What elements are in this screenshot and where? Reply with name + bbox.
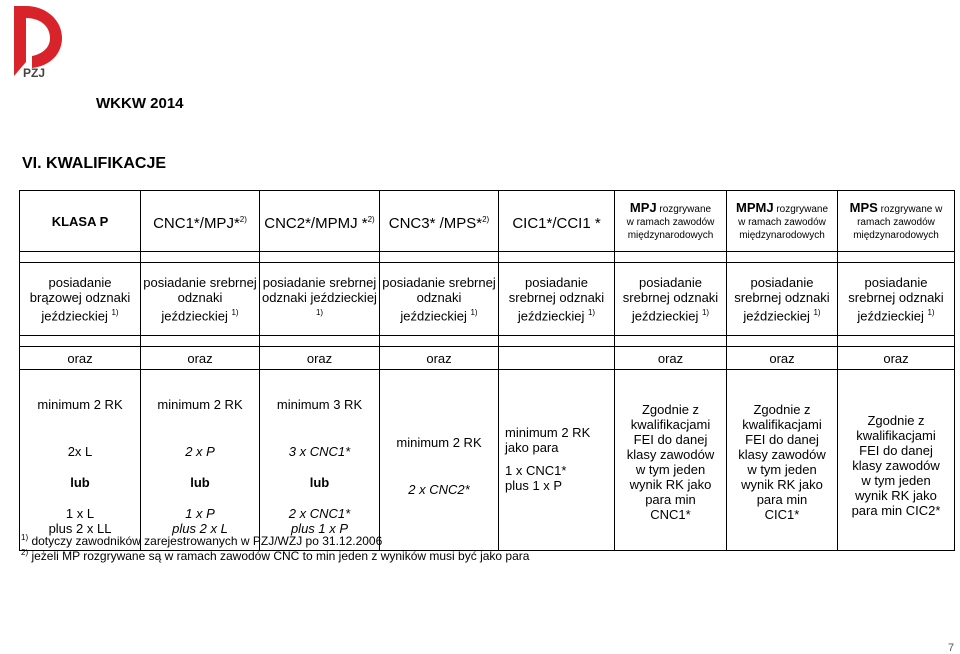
req-klasa: minimum 2 RK 2x L lub 1 x L plus 2 x LL — [20, 370, 141, 551]
badge-klasa: posiadanie brązowej odznaki jeździeckiej $^{1)}$ — [20, 263, 141, 336]
header-cnc3: CNC3* /MPS*$^{2)}$ — [380, 191, 499, 252]
badge-mpmj: posiadanie srebrnej odznaki jeździeckiej $^{1)}$ — [727, 263, 838, 336]
spacer-row — [20, 336, 955, 347]
badge-cnc1: posiadanie srebrnej odznaki jeździeckiej $^{1)}$ — [141, 263, 260, 336]
header-mps: MPS rozgrywane w ramach zawodów międzynarodowych — [838, 191, 955, 252]
req-cnc3: minimum 2 RK 2 x CNC2* — [380, 370, 499, 551]
oraz-cell: oraz — [380, 347, 499, 370]
req-cnc1: minimum 2 RK 2 x P lub 1 x P plus 2 x L — [141, 370, 260, 551]
oraz-cell: oraz — [838, 347, 955, 370]
oraz-cell: oraz — [615, 347, 727, 370]
document-title: WKKW 2014 — [96, 95, 184, 112]
oraz-cell: oraz — [141, 347, 260, 370]
oraz-cell: oraz — [20, 347, 141, 370]
header-mpmj: MPMJ rozgrywane w ramach zawodów międzynarodowych — [727, 191, 838, 252]
req-mpmj: Zgodnie z kwalifikacjami FEI do danej klasy zawodów w tym jeden wynik RK jako para min CIC1* — [727, 370, 838, 551]
header-klasa: KLASA P — [20, 191, 141, 252]
qualifications-table — [19, 190, 955, 551]
header-cnc2: CNC2*/MPMJ *$^{2)}$ — [260, 191, 380, 252]
spacer-row — [20, 252, 955, 263]
footnote-2: $^{2)}$ jeżeli MP rozgrywane są w ramach zawodów CNC to min jeden z wyników musi być jako para — [21, 548, 530, 563]
header-row — [20, 191, 955, 252]
badge-mps: posiadanie srebrnej odznaki jeździeckiej $^{1)}$ — [838, 263, 955, 336]
oraz-cell: oraz — [260, 347, 380, 370]
badge-row — [20, 263, 955, 336]
badge-cnc2: posiadanie srebrnej odznaki jeździeckiej $^{1)}$ — [260, 263, 380, 336]
oraz-cell: oraz — [727, 347, 838, 370]
header-cic1: CIC1*/CCI1 * — [499, 191, 615, 252]
header-mpj: MPJ rozgrywane w ramach zawodów międzynarodowych — [615, 191, 727, 252]
section-title: VI. KWALIFIKACJE — [22, 155, 167, 172]
req-cnc2: minimum 3 RK 3 x CNC1* lub 2 x CNC1* plus 1 x P — [260, 370, 380, 551]
footnote-1: $^{1)}$ dotyczy zawodników zarejestrowanych w PZJ/WZJ po 31.12.2006 — [21, 533, 383, 548]
req-mps: Zgodnie z kwalifikacjami FEI do danej klasy zawodów w tym jeden wynik RK jako para min CIC2* — [838, 370, 955, 551]
req-cic1: minimum 2 RK jako para 1 x CNC1* plus 1 x P — [499, 370, 615, 551]
page-number: 7 — [948, 642, 955, 654]
header-cnc1: CNC1*/MPJ*$^{2)}$ — [141, 191, 260, 252]
logo-text: PZJ — [23, 66, 46, 80]
oraz-row — [20, 347, 955, 370]
badge-mpj: posiadanie srebrnej odznaki jeździeckiej $^{1)}$ — [615, 263, 727, 336]
requirements-row — [20, 370, 955, 551]
badge-cnc3: posiadanie srebrnej odznaki jeździeckiej $^{1)}$ — [380, 263, 499, 336]
req-mpj: Zgodnie z kwalifikacjami FEI do danej klasy zawodów w tym jeden wynik RK jako para min CNC1* — [615, 370, 727, 551]
oraz-cell-empty — [499, 347, 615, 370]
badge-cic1: posiadanie srebrnej odznaki jeździeckiej $^{1)}$ — [499, 263, 615, 336]
